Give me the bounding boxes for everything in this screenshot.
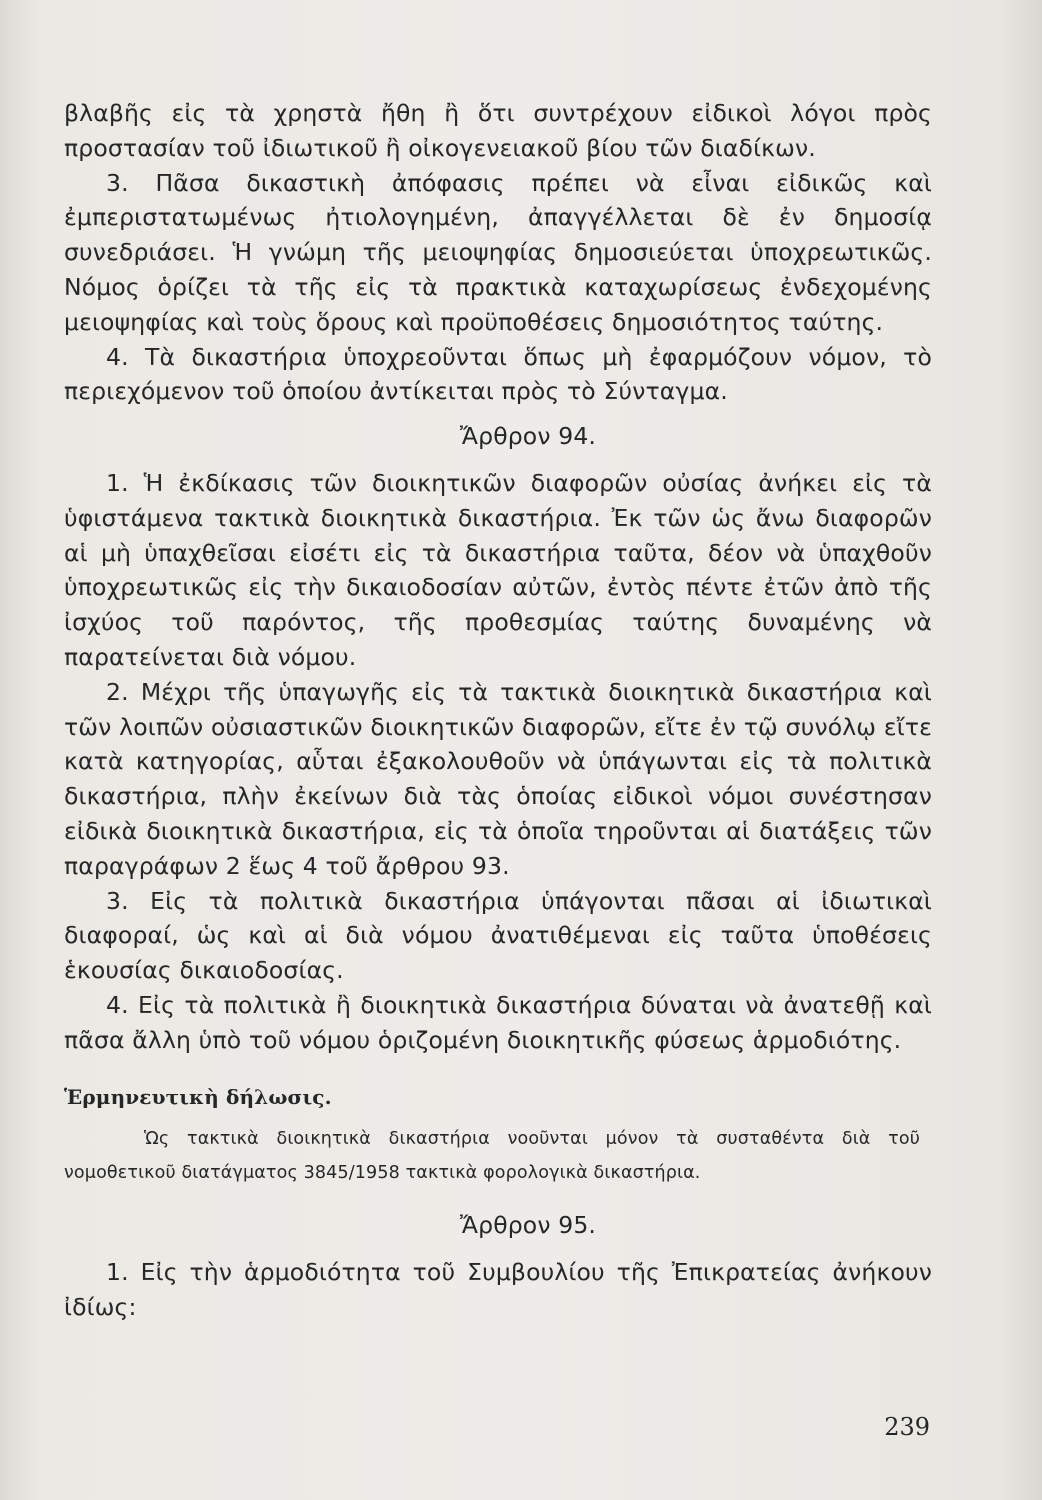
paragraph-93-4: 4. Τὰ δικαστήρια ὑποχρεοῦνται ὅπως μὴ ἐφαρμόζουν νόμον, τὸ περιεχόμενον τοῦ ὁποίου ἀντίκειται πρὸς τὸ Σύνταγμα. bbox=[64, 342, 932, 406]
paragraph-94-1: 1. Ἡ ἐκδίκασις τῶν διοικητικῶν διαφορῶν οὐσίας ἀνήκει εἰς τὰ ὑφιστάμενα τακτικὰ διοικητικὰ δικαστήρια. Ἐκ τῶν ὡς ἄνω διαφορῶν αἱ μὴ ὑπαχθεῖσαι εἰσέτι εἰς τὰ δικαστήρια ταῦτα, δέον νὰ ὑπαχθοῦν ὑποχρεωτικῶς εἰς τὴν δικαιοδοσίαν αὐτῶν, ἐντὸς πέντε ἐτῶν ἀπὸ τῆς ἰσχύος τοῦ παρόντος, τῆς προθεσμίας ταύτης δυναμένης νὰ παρατείνεται διὰ νόμου. bbox=[64, 468, 932, 671]
page-number: 239 bbox=[884, 1413, 930, 1441]
paragraph-95-1: 1. Εἰς τὴν ἁρμοδιότητα τοῦ Συμβουλίου τῆς Ἐπικρατείας ἀνήκουν ἰδίως: bbox=[64, 1258, 932, 1321]
paragraph-continuation: βλαβῆς εἰς τὰ χρηστὰ ἤθη ἢ ὅτι συντρέχουν εἰδικοὶ λόγοι πρὸς προστασίαν τοῦ ἰδιωτικοῦ ἢ οἰκογενειακοῦ βίου τῶν διαδίκων. bbox=[64, 99, 932, 162]
article-95-heading: Ἄρθρον 95. bbox=[459, 1211, 597, 1240]
interpretive-statement-title: Ἑρμηνευτικὴ δήλωσις. bbox=[64, 1084, 332, 1109]
interpretive-statement-text: Ὡς τακτικὰ διοικητικὰ δικαστήρια νοοῦνται μόνον τὰ συσταθέντα διὰ τοῦ νομοθετικοῦ διατάγματος 3845/1958 τακτικὰ φορολογικὰ δικαστήρια. bbox=[64, 1129, 920, 1184]
paragraph-93-3: 3. Πᾶσα δικαστικὴ ἀπόφασις πρέπει νὰ εἶναι εἰδικῶς καὶ ἐμπεριστατωμένως ἠτιολογημένη, ἀπαγγέλλεται δὲ ἐν δημοσίᾳ συνεδριάσει. Ἡ γνώμη τῆς μειοψηφίας δημοσιεύεται ὑποχρεωτικῶς. Νόμος ὁρίζει τὰ τῆς εἰς τὰ πρακτικὰ καταχωρίσεως ἐνδεχομένης μειοψηφίας καὶ τοὺς ὅρους καὶ προϋποθέσεις δημοσιότητος ταύτης. bbox=[64, 168, 932, 336]
paragraph-94-3: 3. Εἰς τὰ πολιτικὰ δικαστήρια ὑπάγονται πᾶσαι αἱ ἰδιωτικαὶ διαφοραί, ὡς καὶ αἱ διὰ νόμου ἀνατιθέμεναι εἰς ταῦτα ὑποθέσεις ἑκουσίας δικαιοδοσίας. bbox=[64, 886, 932, 985]
paragraph-94-2: 2. Μέχρι τῆς ὑπαγωγῆς εἰς τὰ τακτικὰ διοικητικὰ δικαστήρια καὶ τῶν λοιπῶν οὐσιαστικῶν διοικητικῶν διαφορῶν, εἴτε ἐν τῷ συνόλῳ εἴτε κατὰ κατηγορίας, αὗται ἐξακολουθοῦν νὰ ὑπάγωνται εἰς τὰ πολιτικὰ δικαστήρια, πλὴν ἐκείνων διὰ τὰς ὁποίας εἰδικοὶ νόμοι συνέστησαν εἰδικὰ διοικητικὰ δικαστήρια, εἰς τὰ ὁποῖα τηροῦνται αἱ διατάξεις τῶν παραγράφων 2 ἕως 4 τοῦ ἄρθρου 93. bbox=[64, 677, 932, 880]
paragraph-94-4: 4. Εἰς τὰ πολιτικὰ ἢ διοικητικὰ δικαστήρια δύναται νὰ ἀνατεθῇ καὶ πᾶσα ἄλλη ὑπὸ τοῦ νόμου ὁριζομένη διοικητικῆς φύσεως ἁρμοδιότης. bbox=[64, 990, 932, 1054]
page-body bbox=[64, 96, 932, 1325]
article-94-heading: Ἄρθρον 94. bbox=[459, 422, 597, 451]
